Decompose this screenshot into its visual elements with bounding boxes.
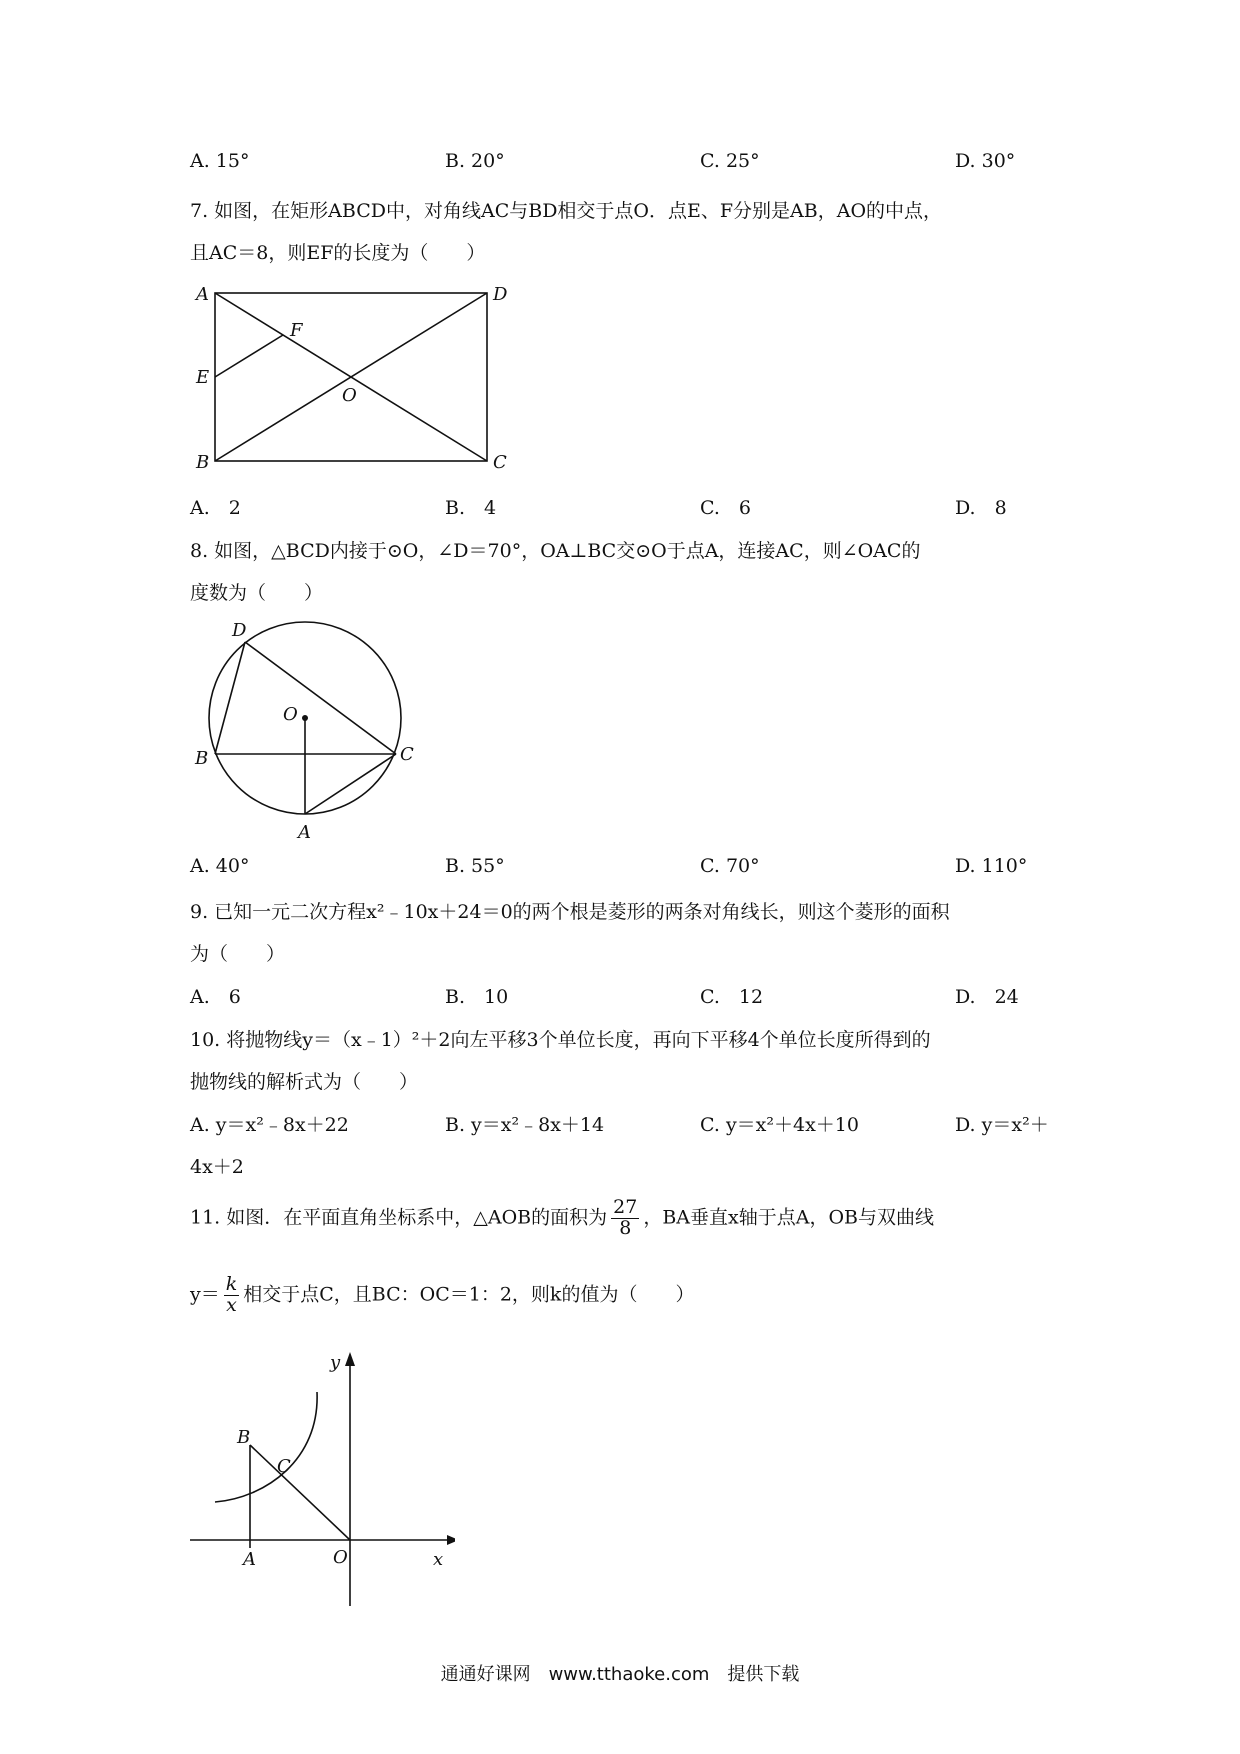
q10-option-c: C. y＝x²＋4x＋10 <box>700 1114 859 1136</box>
q7-option-c: C. 6 <box>700 497 751 519</box>
q8-label-b: B <box>195 748 209 769</box>
q7-label-e: E <box>196 367 210 388</box>
q7-label-c: C <box>493 452 507 473</box>
q10-stem-line2: 抛物线的解析式为（ ） <box>190 1071 419 1093</box>
q7-label-a: A <box>196 284 209 305</box>
q11-k-fraction <box>224 1275 240 1316</box>
q7-label-d: D <box>493 284 508 305</box>
q10-option-d: D. y＝x²＋ <box>955 1114 1049 1136</box>
q11-fraction-denominator: 8 <box>619 1216 632 1239</box>
q7-label-o: O <box>342 385 357 406</box>
q11-stem-part1: 11. 如图．在平面直角坐标系中，△AOB的面积为 <box>190 1206 608 1229</box>
q7-label-f: F <box>290 320 303 341</box>
q8-option-b: B. 55° <box>445 855 505 877</box>
q9-option-b: B. 10 <box>445 986 509 1008</box>
page-footer: 通通好课网 www.tthaoke.com 提供下载 <box>440 1664 800 1685</box>
q7-option-b: B. 4 <box>445 497 497 519</box>
q8-circle-figure <box>190 620 430 845</box>
q11-stem-line2 <box>190 1275 694 1316</box>
q10-option-a: A. y＝x²﹣8x＋22 <box>190 1114 349 1136</box>
q6-option-b: B. 20° <box>445 150 505 172</box>
q7-stem-line1: 7. 如图，在矩形ABCD中，对角线AC与BD相交于点O．点E、F分别是AB，AO的中点， <box>190 200 943 222</box>
q11-label-y: y <box>330 1352 341 1373</box>
q8-label-c: C <box>400 744 414 765</box>
q8-label-a: A <box>298 822 311 843</box>
q8-stem-line2: 度数为（ ） <box>190 582 324 604</box>
q11-label-o: O <box>333 1547 348 1568</box>
q7-rectangle-figure <box>190 280 520 475</box>
q11-stem-line1 <box>190 1198 934 1239</box>
q11-label-c: C <box>277 1456 291 1477</box>
q11-stem-part4: 相交于点C，且BC：OC＝1：2，则k的值为（ ） <box>243 1283 695 1306</box>
q8-label-o: O <box>283 704 298 725</box>
q10-stem-line1: 10. 将抛物线y＝（x﹣1）²＋2向左平移3个单位长度，再向下平移4个单位长度所得到的 <box>190 1029 931 1051</box>
q8-stem-line1: 8. 如图，△BCD内接于⊙O，∠D＝70°，OA⊥BC交⊙O于点A，连接AC，则∠OAC的 <box>190 540 921 562</box>
q8-option-c: C. 70° <box>700 855 760 877</box>
q10-option-b: B. y＝x²﹣8x＋14 <box>445 1114 605 1136</box>
q11-area-fraction <box>611 1198 639 1239</box>
q11-stem-part3: y＝ <box>190 1283 220 1306</box>
q7-option-a: A. 2 <box>190 497 241 519</box>
q11-label-b: B <box>237 1427 251 1448</box>
q9-option-c: C. 12 <box>700 986 764 1008</box>
q9-option-a: A. 6 <box>190 986 241 1008</box>
q7-stem-line2: 且AC＝8，则EF的长度为（ ） <box>190 242 486 264</box>
q11-label-a: A <box>243 1549 256 1570</box>
q8-option-a: A. 40° <box>190 855 250 877</box>
q8-option-d: D. 110° <box>955 855 1028 877</box>
q11-coordinate-figure <box>185 1350 455 1610</box>
q6-option-d: D. 30° <box>955 150 1016 172</box>
q11-k-denominator: x <box>226 1293 237 1316</box>
q7-label-b: B <box>196 452 210 473</box>
q8-label-d: D <box>232 620 247 641</box>
q6-option-c: C. 25° <box>700 150 760 172</box>
q11-stem-part2: ，BA垂直x轴于点A，OB与双曲线 <box>643 1206 934 1229</box>
q10-option-d-continued: 4x＋2 <box>190 1156 244 1178</box>
q11-k-numerator: k <box>225 1273 238 1295</box>
q9-stem-line2: 为（ ） <box>190 943 286 965</box>
q6-option-a: A. 15° <box>190 150 250 172</box>
q7-option-d: D. 8 <box>955 497 1007 519</box>
q11-fraction-numerator: 27 <box>613 1196 638 1218</box>
q11-label-x: x <box>433 1549 444 1570</box>
q9-stem-line1: 9. 已知一元二次方程x²﹣10x＋24＝0的两个根是菱形的两条对角线长，则这个菱形的面积 <box>190 901 950 923</box>
q9-option-d: D. 24 <box>955 986 1019 1008</box>
